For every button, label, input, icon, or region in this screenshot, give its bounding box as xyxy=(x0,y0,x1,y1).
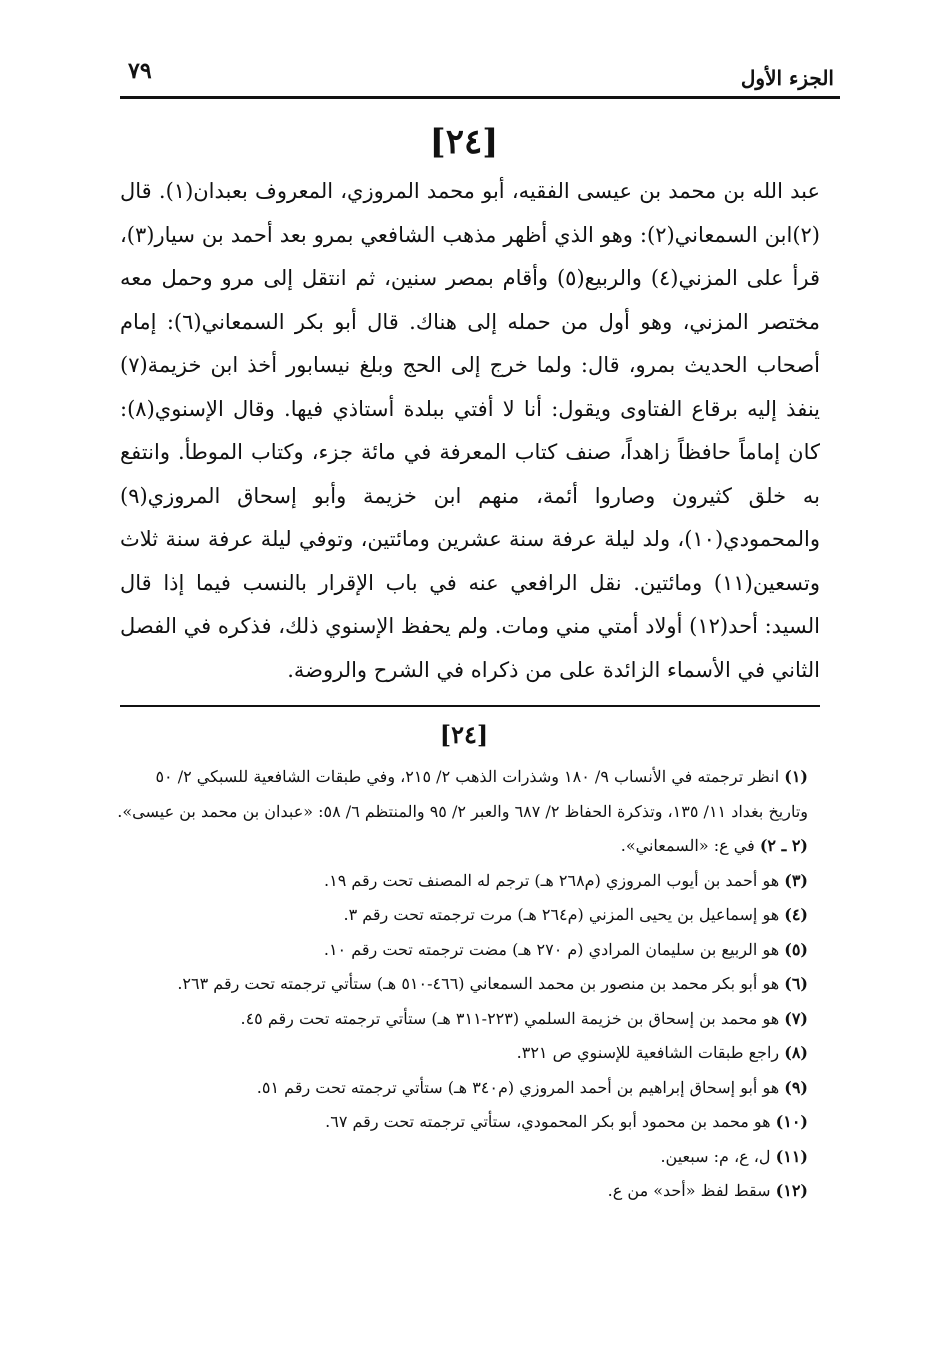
footnote-text: هو أحمد بن أيوب المروزي (م٢٦٨ هـ) ترجم له المصنف تحت رقم ١٩. xyxy=(324,870,780,890)
footnote-number: (٨) xyxy=(784,1043,808,1062)
footnote xyxy=(112,1174,824,1209)
footnote xyxy=(112,898,824,933)
footnote-text: راجع طبقات الشافعية للإسنوي ص ٣٢١. xyxy=(516,1043,780,1062)
footnote xyxy=(112,967,824,1002)
footnote-number: (١٠) xyxy=(775,1112,808,1131)
footnote-text: في ع: «السمعاني». xyxy=(620,836,755,855)
footnote xyxy=(112,933,824,968)
footnote-number: (٩) xyxy=(784,1077,808,1097)
running-title: الجزء الأول xyxy=(740,66,834,90)
footnote xyxy=(112,864,824,899)
footnote-number: (٥) xyxy=(784,939,808,959)
page-header xyxy=(120,40,840,96)
footnote-text: انظر ترجمته في الأنساب ٩/ ١٨٠ وشذرات الذهب ٢/ ٢١٥، وفي طبقات الشافعية للسبكي ٢/ ٥٠ وتاريخ بغداد ١١/ ١٣٥، وتذكرة الحفاظ ٢/ ٦٨٧ والعبر ٢/ ٩٥ والمنتظم ٦/ ٥٨: «عبدان بن محمد بن عيسى». xyxy=(117,767,808,821)
footnote-number: (٣) xyxy=(784,870,808,890)
footnote-number: (١٢) xyxy=(775,1181,808,1200)
footnotes-entry-number: [٢٤] xyxy=(439,720,489,749)
footnote-number: (١) xyxy=(784,767,808,786)
footnote xyxy=(112,1105,824,1140)
footnote xyxy=(112,1002,824,1037)
entry-number: [٢٤] xyxy=(429,122,499,162)
footnote-text: هو أبو بكر محمد بن منصور بن محمد السمعاني (٤٦٦-٥١٠ هـ) ستأتي ترجمته تحت رقم ٢٦٣. xyxy=(177,974,780,993)
footnote-number: (٤) xyxy=(784,905,808,924)
footnote xyxy=(112,1036,824,1071)
footnote-text: هو إسماعيل بن يحيى المزني (م٢٦٤ هـ) مرت ترجمته تحت رقم ٣. xyxy=(343,905,780,924)
footnotes-divider xyxy=(120,705,820,707)
footnote xyxy=(112,1071,824,1106)
footnote-text: هو محمد بن محمود أبو بكر المحمودي، ستأتي ترجمته تحت رقم ٦٧. xyxy=(325,1112,771,1131)
footnote xyxy=(112,760,824,829)
biography-paragraph: عبد الله بن محمد بن عيسى الفقيه، أبو محمد المروزي، المعروف بعبدان(١). قال (٢)ابن السمعاني(٢): وهو الذي أظهر مذهب الشافعي بمرو بعد أحمد بن سيار(٣)، قرأ على المزني(٤) والربيع(٥) وأقام بمصر سنين، ثم انتقل إلى مرو وحمل معه مختصر المزني، وهو أول من حمله إلى هناك. قال أبو بكر السمعاني(٦): إمام أصحاب الحديث بمرو، قال: ولما خرج إلى الحج وبلغ نيسابور أخذ ابن خزيمة(٧) ينفذ إليه برقاع الفتاوى ويقول: أنا لا أفتي ببلدة أستاذي فيها. وقال الإسنوي(٨): كان إماماً حافظاً زاهداً، صنف كتاب المعرفة في مائة جزء، وكتاب الموطأ. وانتفع به خلق كثيرون وصاروا أئمة، منهم ابن خزيمة وأبو إسحاق المروزي(٩) والمحمودي(١٠)، ولد ليلة عرفة سنة عشرين ومائتين، وتوفي ليلة عرفة سنة ثلاث وتسعين(١١) ومائتين. نقل الرافعي عنه في باب الإقرار بالنسب فيما إذا قال السيد: أحد(١٢) أولاد أمتي مني ومات. ولم يحفظ الإسنوي ذلك، فذكره في الفصل الثاني في الأسماء الزائدة على من ذكراه في الشرح والروضة. xyxy=(120,179,821,682)
footnote-text: هو محمد بن إسحاق بن خزيمة السلمي (٢٢٣-٣١١ هـ) ستأتي ترجمته تحت رقم ٤٥. xyxy=(240,1008,780,1028)
footnote-number: (٦) xyxy=(784,974,808,993)
biography-text xyxy=(120,170,820,692)
footnote-text: هو الربيع بن سليمان المرادي (م ٢٧٠ هـ) مضت ترجمته تحت رقم ١٠. xyxy=(323,939,780,959)
footnotes xyxy=(112,760,824,1209)
header-divider xyxy=(120,96,840,99)
footnote-text: ل، ع، م: سبعين. xyxy=(660,1146,771,1166)
footnote xyxy=(112,1140,824,1175)
footnote-text: هو أبو إسحاق إبراهيم بن أحمد المروزي (م٣٤٠ هـ) ستأتي ترجمته تحت رقم ٥١. xyxy=(256,1077,780,1097)
footnote xyxy=(112,829,824,864)
footnote-number: (٧) xyxy=(784,1008,808,1028)
footnote-number: (١١) xyxy=(775,1146,808,1166)
footnote-text: سقط لفظ «أحد» من ع. xyxy=(607,1181,771,1200)
page-number: ٧٩ xyxy=(128,58,152,84)
footnote-number: (٢ ـ ٢) xyxy=(759,836,808,855)
